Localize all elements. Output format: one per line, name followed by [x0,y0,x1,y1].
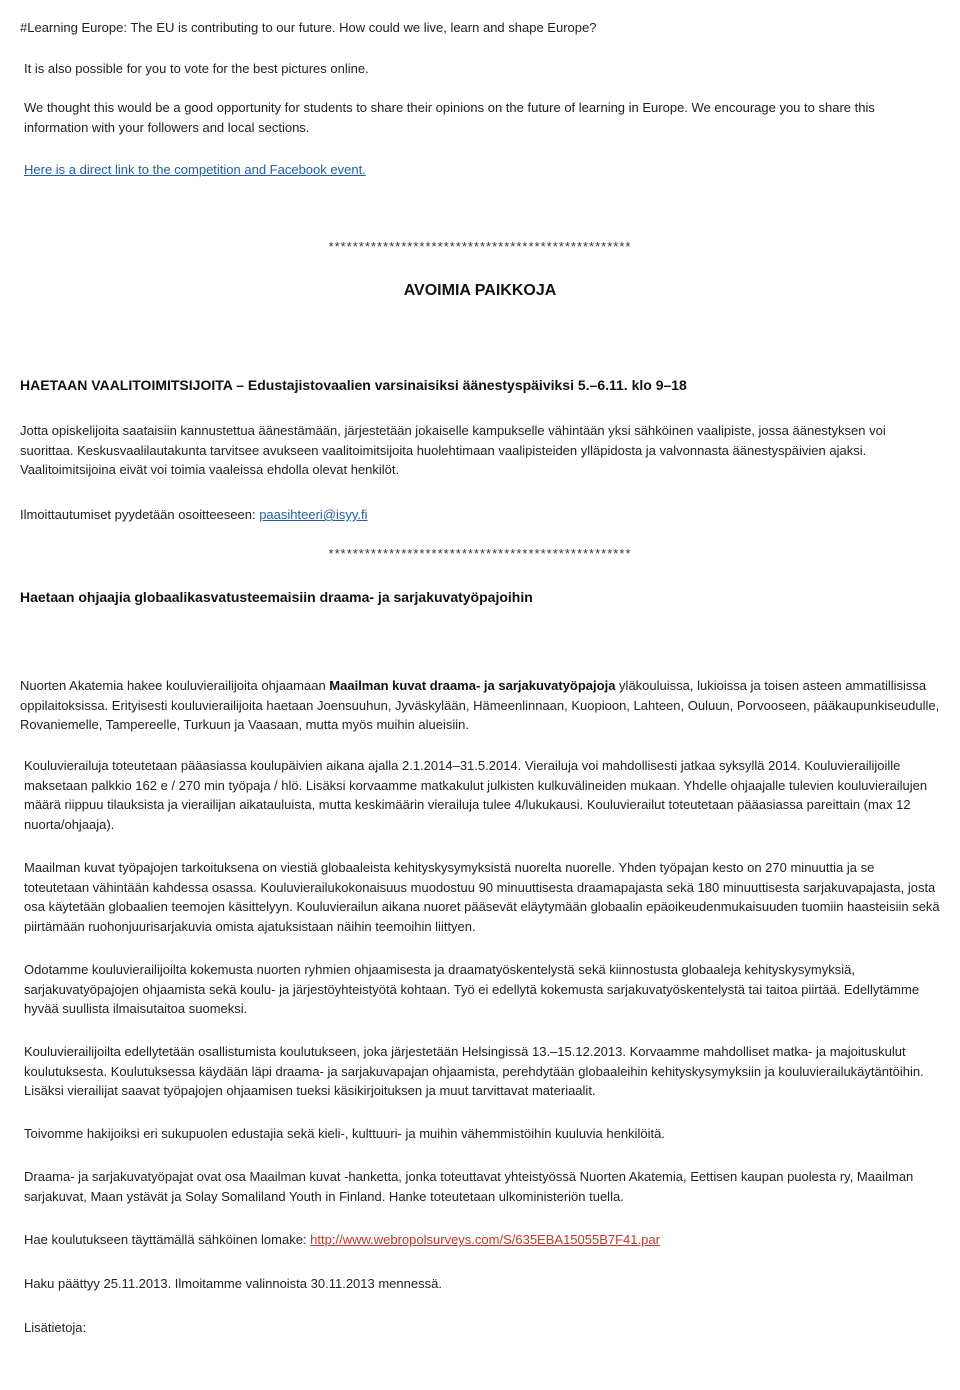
vaalitoimitsija-paragraph: Jotta opiskelijoita saataisiin kannustettua äänestämään, järjestetään jokaiselle kampukselle vähintään yksi sähköinen vaalipiste, jossa äänestyksen voi suorittaa. Keskusvaalilautakunta tarvitsee avukseen vaalitoimitsijoita huolehtimaan vaalipisteiden ylläpidosta ja valvonnasta äänestyspäivien ajaksi. Vaalitoimitsijoina eivät voi toimia vaaleissa ehdolla olevat henkilöt. [20,423,886,477]
ohjaajia-heading: Haetaan ohjaajia globaalikasvatusteemaisiin draama- ja sarjakuvatyöpajoihin [20,589,533,605]
separator-stars-1: ************************************************** [328,239,632,254]
intro-paragraph: We thought this would be a good opportunity for students to share their opinions on the future of learning in Europe. We encourage you to share this information with your followers and local sections. [24,100,875,135]
competition-link[interactable]: Here is a direct link to the competition and Facebook event. [24,162,366,177]
separator-stars-2: ************************************************** [328,546,632,561]
p1-text-a: Nuorten Akatemia hakee kouluvierailijoita ohjaamaan [20,678,330,693]
ohjaajia-paragraph-1 [20,676,940,735]
more-info-label: Lisätietoja: [24,1320,87,1335]
apply-prefix: Hae koulutukseen täyttämällä sähköinen lomake: [24,1232,311,1247]
apply-line [20,1230,944,1250]
ohjaajia-paragraph-6: Toivomme hakijoiksi eri sukupuolen edustajia sekä kieli-, kulttuuri- ja muihin vähemmistöihin kuuluvia henkilöitä. [24,1126,665,1141]
vaalitoimitsija-heading: HAETAAN VAALITOIMITSIJOITA – Edustajistovaalien varsinaisiksi äänestyspäiviksi 5.–6.11. klo 9–18 [20,377,687,393]
intro-line-1: #Learning Europe: The EU is contributing to our future. How could we live, learn and shape Europe? [20,20,597,35]
p1-bold-text: Maailman kuvat draama- ja sarjakuvatyöpajoja [329,678,616,693]
signup-email-link[interactable]: paasihteeri@isyy.fi [259,507,368,522]
webropol-form-link[interactable]: http://www.webropolsurveys.com/S/635EBA15055B7F41.par [310,1232,660,1247]
signup-line [20,505,940,525]
p1-text-b: yläkouluissa, lukioissa ja toisen asteen ammatillisissa oppilaitoksissa. Erityisesti kouluvierailijoita haetaan Joensuuhun, Jyväskylään, Hämeenlinnaan, Kuopioon, Lahteen, Ouluun, Porvooseen, pääkaupunkiseudulle, Rovaniemelle, Tampereelle, Turkuun ja Vaasaan, mutta myös muihin alueisiin. [20,678,940,732]
section-title-avoimia: AVOIMIA PAIKKOJA [403,282,557,299]
ohjaajia-paragraph-7: Draama- ja sarjakuvatyöpajat ovat osa Maailman kuvat -hanketta, jonka toteuttavat yhteistyössä Nuorten Akatemia, Eettisen kaupan puolesta ry, Maailman sarjakuvat, Maan ystävät ja Solay Somaliland Youth in Finland. Hanke toteutetaan ulkoministeriön tuella. [24,1169,914,1204]
ohjaajia-paragraph-3: Maailman kuvat työpajojen tarkoituksena on viestiä globaaleista kehityskysymyksistä nuorelta nuorelle. Yhden työpajan kesto on 270 minuuttia ja se toteutetaan vähintään kahdessa osassa. Kouluvierailukokonaisuus muodostuu 90 minuuttisesta draamapajasta sekä 180 minuuttisesta sarjakuvapajasta, josta osa käytetään globaalien teemojen käsittelyyn. Kouluvierailun aikana nuoret pääsevät eläytymään globaalin epäoikeudenmukaisuuden tuomiin haasteisiin sekä piirtämään ruohonjuurisarjakuvia omista ajatuksistaan näihin teemoihin liittyen. [24,860,940,934]
ohjaajia-paragraph-2: Kouluvierailuja toteutetaan pääasiassa koulupäivien aikana ajalla 2.1.2014–31.5.2014. Vierailuja voi mahdollisesti jatkaa syksyllä 2014. Kouluvierailijoille maksetaan palkkio 162 e / 270 min työpaja / hlö. Lisäksi korvaamme matkakulut julkisten kulkuvälineiden mukaan. Yhdelle ohjaajalle tulevien kouluvierailujen määrä riippuu tilauksista ja vierailijan aikatauluista, mutta keskimäärin vierailuja tulee 4/lukukausi. Kouluvierailut toteutetaan pääasiassa pareittain (max 12 nuorta/ohjaaja). [24,758,928,832]
signup-prefix: Ilmoittautumiset pyydetään osoitteeseen: [20,507,260,522]
ohjaajia-paragraph-5: Kouluvierailijoilta edellytetään osallistumista koulutukseen, joka järjestetään Helsingissä 13.–15.12.2013. Korvaamme mahdolliset matka- ja majoituskulut koulutuksesta. Koulutuksessa käydään läpi draama- ja sarjakuvapajan ohjaamista, perehdytään globaaleihin kehityskysymyksiin ja kouluvierailukäytäntöihin. Lisäksi vierailijat saavat työpajojen ohjaamisen tueksi käsikirjoituksen ja muut tarvittavat materiaalit. [24,1044,924,1098]
ohjaajia-paragraph-4: Odotamme kouluvierailijoilta kokemusta nuorten ryhmien ohjaamisesta ja draamatyöskentelystä sekä kiinnostusta globaaleja kehityskysymyksiä, sarjakuvatyöpajojen ohjaamista sekä koulu- ja järjestöyhteistyötä kohtaan. Työ ei edellytä kokemusta sarjakuvatyöskentelystä tai taitoa piirtää. Edellytämme hyvää suullista ilmaisutaitoa suomeksi. [24,962,920,1016]
deadline-line: Haku päättyy 25.11.2013. Ilmoitamme valinnoista 30.11.2013 mennessä. [24,1276,442,1291]
intro-line-2: It is also possible for you to vote for the best pictures online. [24,61,369,76]
